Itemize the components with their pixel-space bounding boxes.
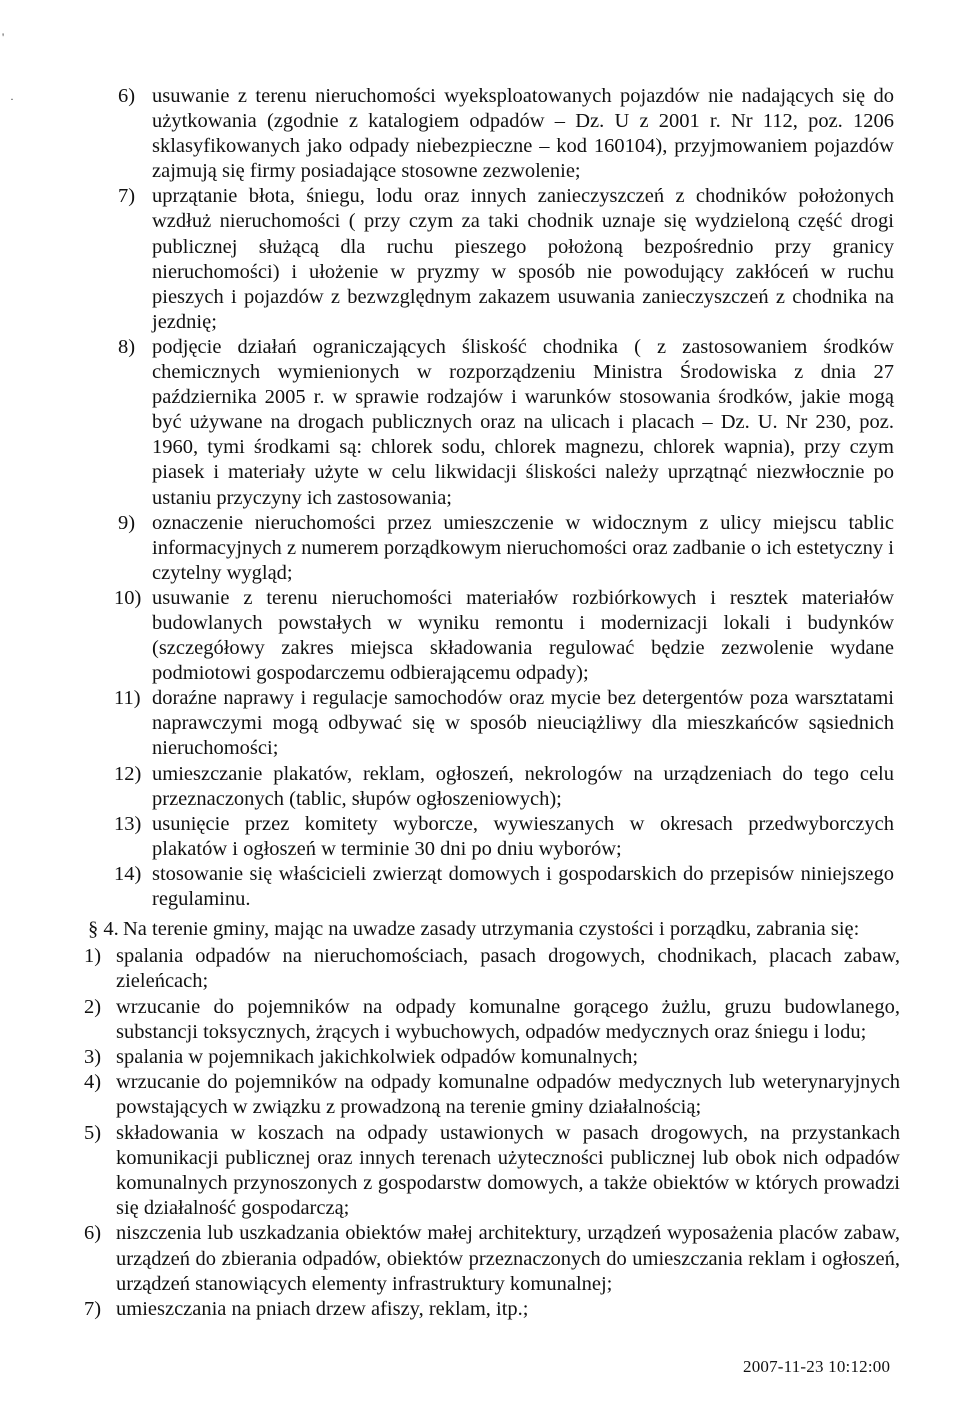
prohibitions-list (84, 944, 900, 1322)
item-text: wrzucanie do pojemników na odpady komunalne odpadów medycznych lub weterynaryjnych powstających w związku z prowadzoną na terenie gminy działalnością; (116, 1071, 900, 1119)
list-item (84, 1121, 900, 1222)
item-number: 5) (84, 1121, 102, 1144)
item-text: usuwanie z terenu nieruchomości materiałów rozbiórkowych i resztek materiałów budowlanych powstałych w wyniku remontu i modernizacji lokali i budynków (szczegółowy zakres miejsca składowania regulować będzie zezwolenie wydane podmiotowi gospodarczemu odbierającemu odpady); (152, 586, 894, 685)
item-text: niszczenia lub uszkadzania obiektów małej architektury, urządzeń wyposażenia placów zabaw, urządzeń do zbierania odpadów, obiektów przeznaczonych do umieszczania reklam i ogłoszeń, urządzeń stanowiących elementy infrastruktury komunalnej; (116, 1222, 900, 1295)
list-item (84, 1045, 900, 1070)
list-item (118, 84, 894, 184)
item-text: umieszczanie plakatów, reklam, ogłoszeń, nekrologów na urządzeniach do tego celu przeznaczonych (tablic, słupów ogłoszeniowych); (152, 762, 894, 810)
item-text: spalania odpadów na nieruchomościach, pasach drogowych, chodnikach, placach zabaw, zieleńcach; (116, 945, 900, 993)
item-text: umieszczania na pniach drzew afiszy, reklam, itp.; (116, 1297, 529, 1320)
item-number: 8) (118, 335, 136, 358)
list-item (118, 511, 894, 586)
section-4 (84, 917, 900, 1322)
list-item (84, 1297, 900, 1322)
section-heading-text: Na terenie gminy, mając na uwadze zasady utrzymania czystości i porządku, zabrania się: (123, 918, 860, 940)
list-item (114, 862, 894, 912)
item-number: 9) (118, 511, 136, 534)
item-number: 4) (84, 1071, 102, 1094)
list-item (114, 812, 894, 862)
section-symbol: § 4. (88, 918, 119, 940)
item-text: oznaczenie nieruchomości przez umieszczenie w widocznym z ulicy miejscu tablic informacyjnych z numerem porządkowym nieruchomości oraz zadbanie o ich estetyczny i czytelny wygląd; (152, 511, 894, 584)
item-text: stosowanie się właścicieli zwierząt domowych i gospodarskich do przepisów niniejszego regulaminu. (152, 862, 894, 910)
item-number: 3) (84, 1045, 102, 1068)
item-text: wrzucanie do pojemników na odpady komunalne gorącego żużlu, gruzu budowlanego, substancji toksycznych, żrących i wybuchowych, odpadów medycznych oraz śniegu i lodu; (116, 995, 900, 1043)
item-number: 10) (114, 586, 142, 609)
list-item (118, 184, 894, 335)
item-text: spalania w pojemnikach jakichkolwiek odpadów komunalnych; (116, 1045, 639, 1068)
item-text: podjęcie działań ograniczających śliskość chodnika ( z zastosowaniem środków chemicznych wymienionych w rozporządzeniu Ministra Środowiska z dnia 27 października 2005 r. w sprawie rodzajów i warunków stosowania środków, jakie mogą być używane na drogach publicznych oraz na ulicach i placach – Dz. U. Nr 230, poz. 1960, tymi środkami są: chlorek sodu, chlorek magnezu, chlorek wapnia), przy czym piasek i materiały użyte w celu likwidacji śliskości należy uprzątnąć niezwłocznie po ustaniu przyczyny ich zastosowania; (152, 335, 894, 509)
item-text: usunięcie przez komitety wyborcze, wywieszanych w okresach przedwyborczych plakatów i ogłoszeń w terminie 30 dni po dniu wyborów; (152, 812, 894, 860)
item-text: usuwanie z terenu nieruchomości wyeksploatowanych pojazdów nie nadających się do użytkowania (zgodnie z katalogiem odpadów – Dz. U z 2001 r. Nr 112, poz. 1206 sklasyfikowanych jako odpady niebezpieczne – kod 160104), przyjmowaniem pojazdów zajmują się firmy posiadające stosowne zezwolenie; (152, 85, 894, 183)
list-item (84, 1221, 900, 1297)
list-item (114, 686, 894, 761)
print-timestamp: 2007-11-23 10:12:00 (743, 1357, 891, 1376)
item-number: 2) (84, 995, 102, 1018)
scan-speck: ' (2, 30, 5, 44)
list-item (84, 995, 900, 1045)
item-text: doraźne naprawy i regulacje samochodów oraz mycie bez detergentów poza warsztatami naprawczymi mogą odbywać się w sposób nieuciążliwy dla mieszkańców sąsiednich nieruchomości; (152, 687, 894, 760)
item-number: 7) (118, 185, 136, 208)
item-number: 6) (84, 1222, 102, 1245)
list-item (114, 586, 894, 686)
scan-speck: · (10, 92, 14, 106)
item-number: 14) (114, 862, 142, 885)
continued-list (114, 84, 894, 912)
item-number: 13) (114, 812, 142, 835)
list-item (84, 1070, 900, 1120)
list-item (114, 762, 894, 812)
item-number: 1) (84, 945, 102, 968)
item-number: 11) (114, 687, 141, 710)
item-number: 12) (114, 762, 142, 785)
list-item (118, 335, 894, 511)
section-heading (84, 917, 900, 942)
item-text: składowania w koszach na odpady ustawionych w pasach drogowych, na przystankach komunikacji publicznej oraz innych terenach użyteczności publicznej lub obok nich odpadów komunalnych przynoszonych z gospodarstw domowych, a także obiektów w których prowadzi się działalność gospodarczą; (116, 1121, 900, 1220)
item-number: 7) (84, 1297, 102, 1320)
item-number: 6) (118, 85, 136, 107)
item-text: uprzątanie błota, śniegu, lodu oraz innych zanieczyszczeń z chodników położonych wzdłuż nieruchomości ( przy czym za taki chodnik uznaje się wydzieloną część drogi publicznej służącą dla ruchu pieszego położoną bezpośrednio przy granicy nieruchomości) i ułożenie w pryzmy w sposób nie powodujący zakłóceń w ruchu pieszych i pojazdów z bezwzględnym zakazem usuwania zanieczyszczeń z chodnika na jezdnię; (152, 185, 894, 333)
list-item (84, 944, 900, 994)
